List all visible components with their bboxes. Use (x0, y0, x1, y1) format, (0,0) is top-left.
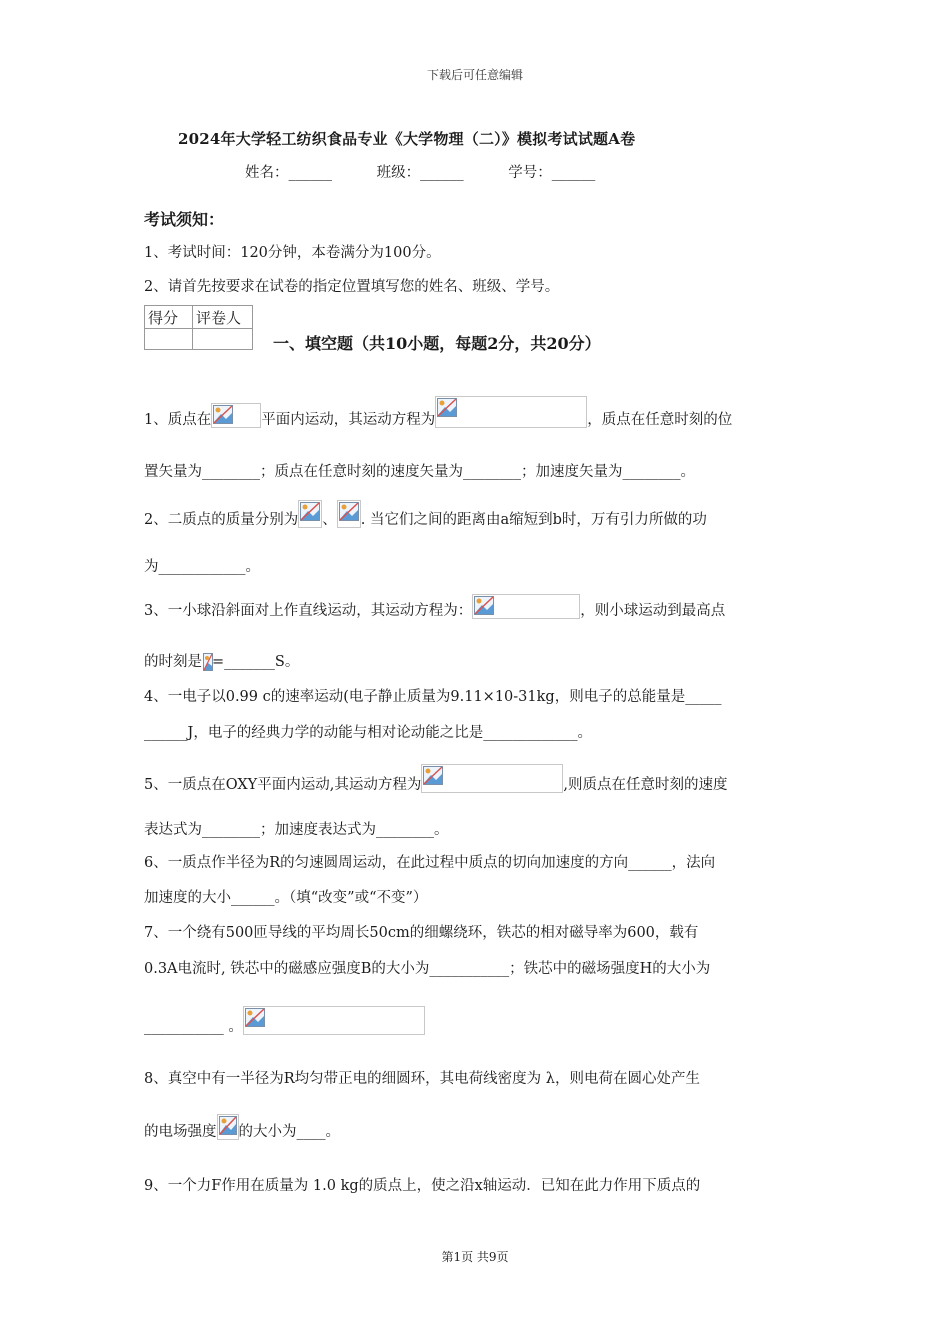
question-7-end: ___________ 。 (144, 1006, 425, 1036)
broken-image-icon (421, 764, 563, 793)
question-2-cont: 为____________。 (144, 559, 260, 575)
question-1: 1、质点在 平面内运动，其运动方程为 ，质点在任意时刻的位 (144, 396, 732, 429)
page-footer: 第1页 共9页 (441, 1250, 509, 1264)
broken-image-icon (337, 500, 361, 528)
class-field: 班级：______ (376, 165, 464, 181)
question-4-cont: ______J，电子的经典力学的动能与相对论动能之比是_____________。 (144, 725, 593, 741)
question-9: 9、一个力F作用在质量为 1.0 kg的质点上，使之沿x轴运动．已知在此力作用下质点的 (144, 1178, 701, 1194)
broken-image-icon (435, 396, 587, 428)
broken-image-icon (202, 652, 212, 670)
name-field: 姓名：______ (245, 165, 332, 181)
broken-image-icon (211, 403, 261, 428)
question-5: 5、一质点在OXY平面内运动,其运动方程为 ,则质点在任意时刻的速度 (144, 764, 727, 794)
broken-image-icon (217, 1114, 239, 1140)
section-heading: 一、填空题（共10小题，每题2分，共20分） (273, 334, 601, 353)
question-8: 8、真空中有一半径为R均匀带正电的细圆环，其电荷线密度为 λ，则电荷在圆心处产生 (144, 1071, 700, 1087)
question-1-cont: 置矢量为________；质点在任意时刻的速度矢量为________；加速度矢量为________。 (144, 464, 695, 480)
student-info (245, 161, 635, 182)
question-6: 6、一质点作半径为R的匀速圆周运动，在此过程中质点的切向加速度的方向______，法向 (144, 855, 716, 871)
question-3: 3、一小球沿斜面对上作直线运动，其运动方程为： ，则小球运动到最高点 (144, 594, 725, 620)
notice-item: 2、请首先按要求在试卷的指定位置填写您的姓名、班级、学号。 (144, 279, 560, 295)
question-6-cont: 加速度的大小______。（填“改变”或“不变”） (144, 890, 428, 906)
question-7-cont: 0.3A电流时, 铁芯中的磁感应强度B的大小为___________；铁芯中的磁场强度H的大小为 (144, 961, 711, 977)
score-table (144, 305, 253, 350)
broken-image-icon (243, 1006, 425, 1035)
question-3-cont: 的时刻是 =_______S。 (144, 654, 300, 670)
question-2: 2、二质点的质量分别为 、 . 当它们之间的距离由a缩短到b时，万有引力所做的功 (144, 500, 707, 529)
score-header: 得分 (145, 306, 193, 329)
grader-cell[interactable] (193, 329, 253, 350)
header-note: 下载后可任意编辑 (426, 68, 523, 82)
score-cell[interactable] (145, 329, 193, 350)
question-5-cont: 表达式为________；加速度表达式为________。 (144, 822, 449, 838)
question-8-cont: 的电场强度 的大小为____。 (144, 1114, 340, 1141)
notice-heading: 考试须知： (144, 210, 225, 229)
broken-image-icon (472, 594, 580, 619)
question-7: 7、一个绕有500匝导线的平均周长50cm的细螺绕环，铁芯的相对磁导率为600，载有 (144, 925, 699, 941)
question-4: 4、一电子以0.99 c的速率运动(电子静止质量为9.11×10-31kg，则电子的总能量是_____ (144, 689, 722, 705)
notice-item: 1、考试时间：120分钟，本卷满分为100分。 (144, 245, 441, 261)
broken-image-icon (298, 500, 322, 528)
id-field: 学号：______ (508, 165, 596, 181)
grader-header: 评卷人 (193, 306, 253, 329)
exam-title: 2024年大学轻工纺织食品专业《大学物理（二）》模拟考试试题A卷 (178, 130, 636, 148)
